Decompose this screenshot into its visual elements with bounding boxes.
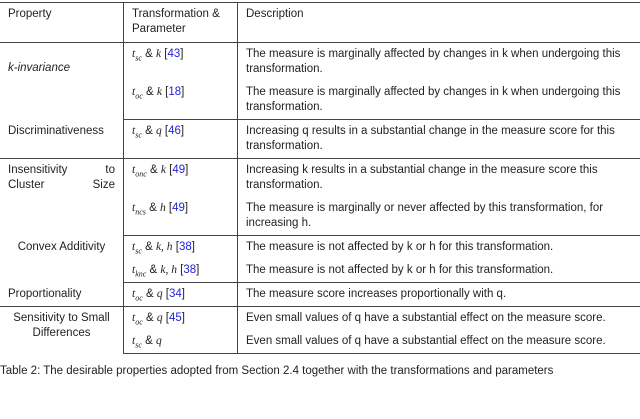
transformation-letter: t — [132, 241, 136, 253]
transformation-symbol — [132, 241, 142, 256]
transformation-symbol — [132, 164, 147, 179]
transformation-symbol — [132, 264, 147, 279]
parameter: q — [156, 312, 163, 324]
transformation-subscript: sc — [135, 246, 142, 256]
description-text: The measure is not affected by k or h for this transformation. — [246, 264, 554, 276]
description-cell — [238, 81, 640, 120]
parameter: k, h — [160, 264, 177, 276]
description-cell — [238, 120, 640, 159]
table-row — [0, 43, 640, 82]
transformation-cell: $t_{sc}$ & k [43] — [124, 43, 238, 82]
transformation-symbol — [132, 288, 143, 303]
parameter: k — [160, 164, 166, 176]
description-text: The measure score increases proportionally with q. — [246, 288, 507, 300]
property-label: k-invariance — [8, 61, 70, 74]
description-text: Even small values of q have a substantial effect on the measure score. — [246, 335, 606, 347]
description-text: Increasing q results in a substantial change in the measure score for this transformation. — [246, 125, 615, 152]
parameter: q — [155, 335, 162, 347]
header-transformation: Transformation & Parameter — [124, 3, 238, 43]
property-label: Sensitivity to Small Differences — [13, 312, 110, 339]
property-cell — [0, 159, 124, 236]
property-cell — [0, 307, 124, 354]
description-cell — [238, 307, 640, 331]
property-cell — [0, 43, 124, 120]
transformation-subscript: oc — [135, 317, 143, 327]
transformation-subscript: oc — [135, 293, 143, 303]
transformation-symbol — [132, 312, 143, 327]
transformation-cell: $t_{oc}$ & q [45] — [124, 307, 238, 331]
header-row — [0, 3, 640, 43]
transformation-letter: t — [132, 312, 136, 324]
parameter: k — [155, 48, 162, 60]
table-row — [0, 307, 640, 331]
transformation-letter: t — [132, 86, 136, 98]
transformation-subscript: oc — [135, 91, 143, 101]
description-cell — [238, 43, 640, 82]
transformation-cell: $t_{ncs}$ & h [49] — [124, 197, 238, 236]
property-label: Insensitivity to Cluster Size — [8, 164, 115, 191]
description-text: The measure is marginally affected by changes in k when undergoing this transformation. — [246, 86, 621, 113]
header-property: Property — [0, 3, 124, 43]
transformation-subscript: knc — [135, 269, 147, 279]
description-text: The measure is not affected by k or h for this transformation. — [246, 241, 554, 253]
citation-link[interactable]: 18 — [168, 86, 182, 98]
transformation-subscript: sc — [135, 130, 142, 140]
table-row — [0, 120, 640, 159]
header-description: Description — [238, 3, 640, 43]
description-text: The measure is marginally affected by changes in k when undergoing this transformation. — [246, 48, 621, 75]
transformation-symbol — [132, 125, 142, 140]
parameter: h — [159, 202, 166, 214]
transformation-cell: $t_{sc}$ & q — [124, 330, 238, 354]
transformation-symbol — [132, 48, 142, 63]
citation-link[interactable]: 45 — [168, 312, 182, 324]
citation-link[interactable]: 38 — [178, 241, 192, 253]
property-label: Proportionality — [8, 287, 82, 300]
parameter: k — [156, 86, 162, 98]
citation-link[interactable]: 49 — [172, 202, 185, 214]
property-label: Convex Additivity — [17, 240, 106, 253]
transformation-subscript: sc — [135, 340, 142, 350]
transformation-cell: $t_{oc}$ & k [18] — [124, 81, 238, 120]
transformation-symbol — [132, 335, 142, 350]
citation-link[interactable]: 34 — [168, 288, 182, 300]
transformation-letter: t — [132, 125, 136, 137]
transformation-cell: $t_{knc}$ & k, h [38] — [124, 259, 238, 283]
parameter: k, h — [155, 241, 173, 253]
transformation-letter: t — [132, 288, 136, 300]
transformation-symbol — [132, 202, 146, 217]
transformation-letter: t — [132, 335, 136, 347]
transformation-subscript: sc — [135, 53, 142, 63]
description-cell — [238, 236, 640, 260]
table-caption: Table 2: The desirable properties adopted from Section 2.4 together with the transformations and parameters — [0, 365, 554, 377]
transformation-letter: t — [132, 164, 136, 176]
properties-table — [0, 2, 640, 354]
description-text: Even small values of q have a substantial effect on the measure score. — [246, 312, 606, 324]
table-row — [0, 283, 640, 307]
description-text: Increasing k results in a substantial change in the measure score this transformation. — [246, 164, 598, 191]
table-row — [0, 159, 640, 198]
property-label: Discriminativeness — [8, 124, 104, 137]
transformation-cell: $t_{onc}$ & k [49] — [124, 159, 238, 198]
transformation-cell: $t_{oc}$ & q [34] — [124, 283, 238, 307]
transformation-letter: t — [132, 48, 136, 60]
description-cell — [238, 283, 640, 307]
transformation-letter: t — [132, 202, 136, 214]
property-cell — [0, 236, 124, 283]
citation-link[interactable]: 43 — [167, 48, 181, 60]
description-cell — [238, 197, 640, 236]
citation-link[interactable]: 46 — [168, 125, 181, 137]
transformation-letter: t — [132, 264, 136, 276]
transformation-subscript: ncs — [135, 207, 146, 217]
table-row — [0, 236, 640, 260]
description-cell — [238, 159, 640, 198]
transformation-subscript: onc — [135, 169, 147, 179]
property-cell — [0, 120, 124, 159]
property-cell — [0, 283, 124, 307]
transformation-symbol — [132, 86, 143, 101]
citation-link[interactable]: 38 — [183, 264, 197, 276]
parameter: q — [156, 288, 163, 300]
description-cell — [238, 330, 640, 354]
transformation-cell: $t_{sc}$ & q [46] — [124, 120, 238, 159]
description-cell — [238, 259, 640, 283]
description-text: The measure is marginally or never affected by this transformation, for increasing h. — [246, 202, 604, 229]
citation-link[interactable]: 49 — [172, 164, 186, 176]
parameter: q — [155, 125, 162, 137]
transformation-cell: $t_{sc}$ & k, h [38] — [124, 236, 238, 260]
